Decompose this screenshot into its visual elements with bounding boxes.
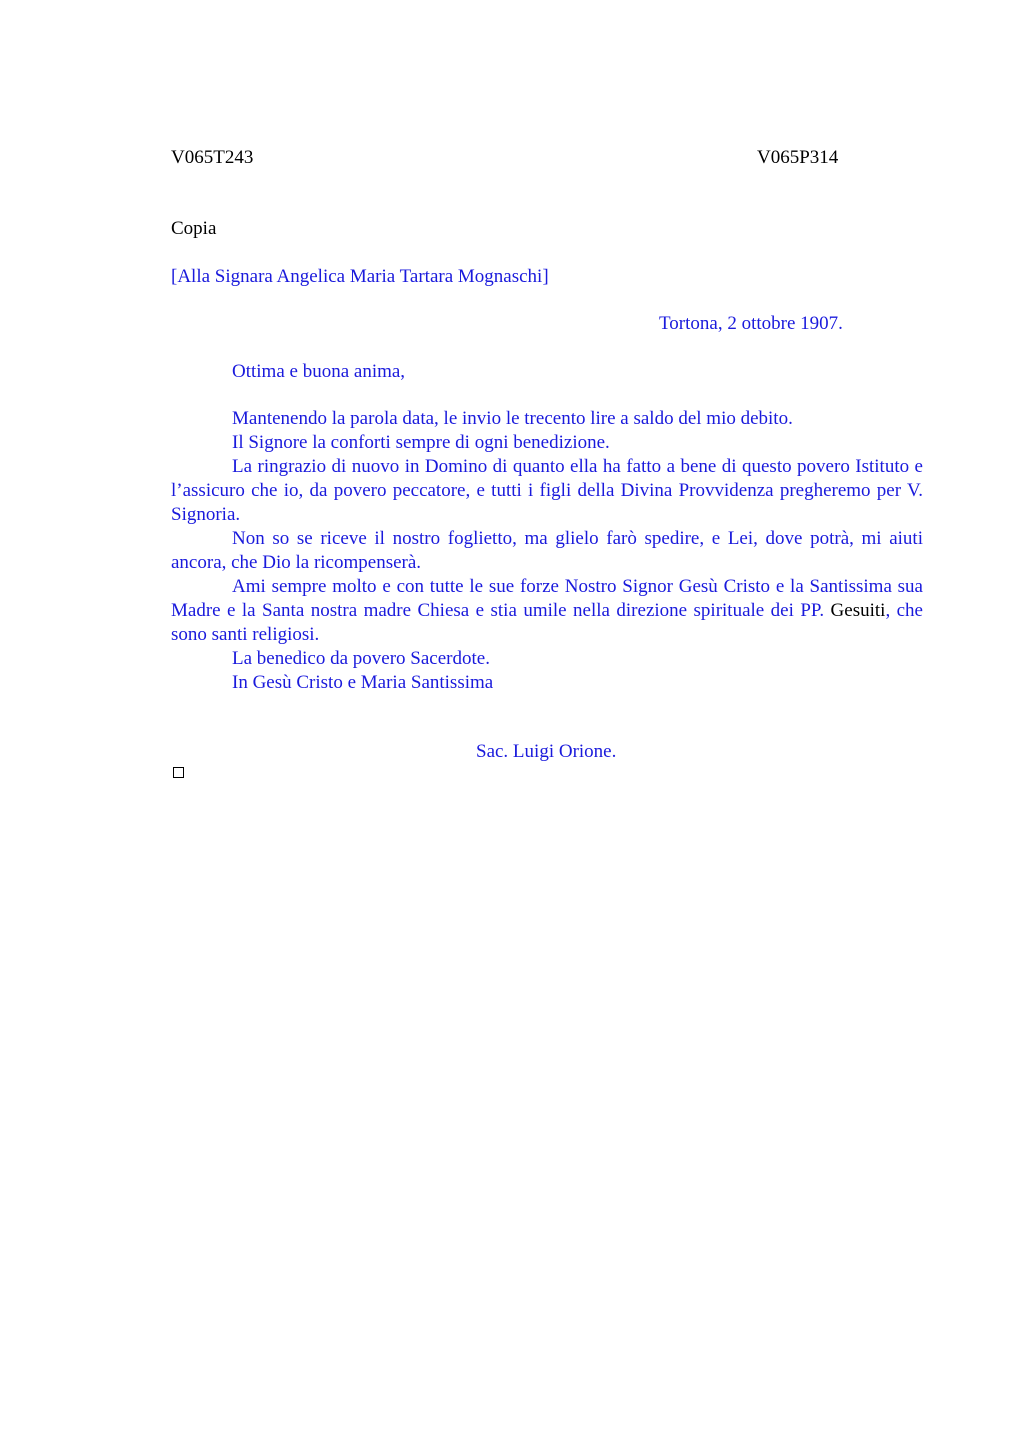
- end-marker-box-icon: [173, 767, 184, 778]
- addressee-line: [Alla Signara Angelica Maria Tartara Mognaschi]: [171, 266, 549, 287]
- signature: Sac. Luigi Orione.: [476, 741, 617, 762]
- salutation: Ottima e buona anima,: [232, 361, 406, 382]
- paragraph-4: Non so se riceve il nostro foglietto, ma glielo farò spedire, e Lei, dove potrà, mi aiuti ancora, che Dio la ricompenserà.: [171, 528, 923, 573]
- paragraph-5: [171, 575, 923, 647]
- paragraph-7: In Gesù Cristo e Maria Santissima: [232, 672, 494, 693]
- paragraph-6: La benedico da povero Sacerdote.: [232, 648, 490, 669]
- letter-body: [171, 407, 923, 695]
- header-left-code: V065T243: [171, 147, 254, 168]
- paragraph-5-part-c: , che sono santi religiosi.: [171, 600, 923, 645]
- copy-label: Copia: [171, 218, 217, 239]
- place-date: Tortona, 2 ottobre 1907.: [659, 313, 843, 334]
- header-right-code: V065P314: [757, 147, 839, 168]
- paragraph-3: La ringrazio di nuovo in Domino di quanto ella ha fatto a bene di questo povero Istituto e l’assicuro che io, da povero peccatore, e tutti i figli della Divina Provvidenza pregheremo per V. Signoria.: [171, 456, 923, 525]
- paragraph-2: Il Signore la conforti sempre di ogni benedizione.: [232, 432, 610, 453]
- paragraph-5-gesuiti: Gesuiti: [824, 600, 886, 621]
- paragraph-1: Mantenendo la parola data, le invio le trecento lire a saldo del mio debito.: [232, 408, 793, 429]
- paragraph-5-part-a: Ami sempre molto e con tutte le sue forze Nostro Signor Gesù Cristo e la Santissima sua Madre e la Santa nostra madre Chiesa e stia umile nella direzione spirituale dei PP.: [171, 576, 923, 621]
